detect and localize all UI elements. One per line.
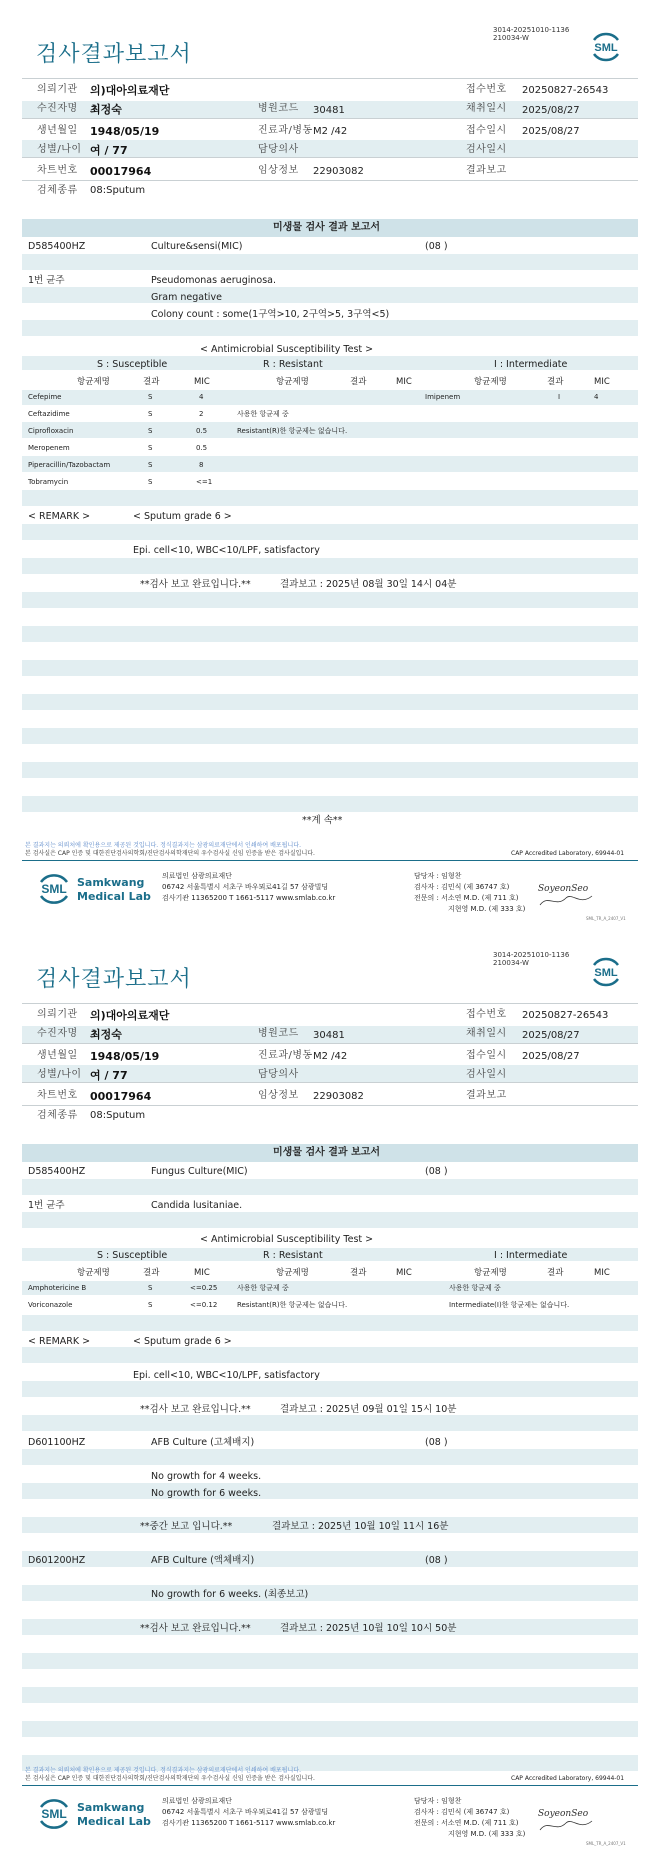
form-number: SML_TR_A_2407_V1: [586, 1841, 626, 1846]
ast-header-drug: 항균제명: [474, 1268, 507, 1278]
report-page-2: 검사결과보고서 3014-20251010-1136 210034-W SML 의뢰기관 의)대아의료재단 수진자명 최정숙 생년월일 1948/05/19 성별/나이 여 / 77 차트번호 00017964 검체종류 08:Sputum 병원코드 30481 진료과/병동 M2 /42 담당의사 임상정보 22903082 접수번호 20250827-26543 채취일시 2025/08/27 접수일시 2025/08/27 검사일시 결과보고 미생물 검사 결과 보고서 D585400HZ Fungus Culture(MIC) (08 ) 1번 균주 Candida lusitaniae. < Antimicrobial Susceptibility Test > S : Susceptible R : Resistant I : Intermediate 항균제명 결과 MIC 항균제명 결과 MIC 항균제명 결과 MIC Amphotericine B S <=0.25 Voriconazole S <=0.12 사용한 항균제 중 Resistant(R)한 항균제는 없습니다. 사용한 항균제 중 Intermediate(I)한 항균제는 없습니다. < REMARK > < Sputum grade 6 > Epi. cell<10, WBC<10/LPF, satisfactory **검사 보고 완료입니다.** 결과보고 : 2025년 09월 01일 15시 10분 D601100HZ AFB Culture (고체배지) (08 ) No growth for 4 weeks. No growth for 6 weeks. **중간 보고 입니다.** 결과보고 : 2025년 10월 10일 11시 16분 D601200HZ AFB Culture (액체배지) (08 ) No growth for 6 weeks. (최종보고) **검사 보고 완료입니다.** 결과보고 : 2025년 10월 10일 10시 50분 본 결과지는 의뢰처에 확인용으로 제공된 것입니다. 정식결과지는 삼광의료재단에서 인쇄하여 배포됩니다. 본 검사실은 CAP 인증 및 대한진단검사의학회/진단검사의학재단의 우수검사실 신임 인증을 받은 검사실입니다. CAP Accredited Laboratory, 69944-01 SML Samkwang Medical Lab 의료법인 삼광의료재단 06742 서울특별시 서초구 바우뫼로41길 57 삼광빌딩 검사기관 11365200 T 1661-5117 www.smlab.co.kr 담당자 : 임형찬 검사자 : 김민식 (제 36747 호) 전문의 : 서소연 M.D. (제 711 호) 지현영 M.D. (제 333 호) SoyeonSeo SML_TR_A_2407_V1: [0, 925, 655, 1850]
doctor-label: 담당의사: [258, 144, 299, 155]
test-specimen: (08 ): [425, 241, 448, 252]
staff-line: 지현영 M.D. (제 333 호): [448, 905, 526, 913]
dept-label: 진료과/병동: [258, 1050, 313, 1061]
ast-title: < Antimicrobial Susceptibility Test >: [200, 344, 374, 355]
svg-text:SML: SML: [594, 967, 618, 979]
svg-text:SML: SML: [41, 882, 67, 896]
name-value: 최정숙: [90, 103, 122, 116]
lab-info: 검사기관 11365200 T 1661-5117 www.smlab.co.kr: [162, 894, 336, 902]
remark-label: < REMARK >: [28, 511, 91, 522]
disclaimer: 본 검사실은 CAP 인증 및 대한진단검사의학회/진단검사의학재단의 우수검사실 신임 인증을 받은 검사실입니다.: [25, 850, 315, 857]
ast-header-result: 결과: [143, 1268, 160, 1278]
ast-header-result: 결과: [350, 1268, 367, 1278]
lab-name: Samkwang: [77, 876, 145, 889]
name-label: 수진자명: [37, 1028, 78, 1039]
cap-accreditation: CAP Accredited Laboratory, 69944-01: [511, 1775, 625, 1782]
legend-susceptible: S : Susceptible: [97, 359, 168, 370]
ast-note: Resistant(R)한 항균제는 없습니다.: [237, 427, 348, 435]
dept-value: M2 /42: [313, 126, 348, 137]
dob-value: 1948/05/19: [90, 125, 160, 138]
afb-result-line: No growth for 6 weeks.: [151, 1488, 262, 1499]
test-code: D585400HZ: [28, 241, 86, 252]
signature-image: [536, 878, 596, 912]
ast-header-drug: 항균제명: [474, 377, 507, 387]
isolate-label: 1번 균주: [28, 275, 65, 286]
cap-accreditation: CAP Accredited Laboratory, 69944-01: [511, 850, 625, 857]
report-title: 검사결과보고서: [36, 42, 192, 67]
sexage-label: 성별/나이: [37, 1069, 82, 1080]
dept-value: M2 /42: [313, 1051, 348, 1062]
test-name: Fungus Culture(MIC): [151, 1166, 248, 1177]
collect-value: 2025/08/27: [522, 105, 580, 116]
ast-title: < Antimicrobial Susceptibility Test >: [200, 1234, 374, 1245]
form-number: SML_TR_A_2407_V1: [586, 916, 626, 921]
ast-header-mic: MIC: [594, 1268, 610, 1278]
ast-note: 사용한 항균제 중: [449, 1284, 501, 1292]
remark-grade: < Sputum grade 6 >: [133, 1336, 232, 1347]
specimen-value: 08:Sputum: [90, 185, 146, 196]
isolate-line: Candida lusitaniae.: [151, 1200, 243, 1211]
afb-result-line: No growth for 6 weeks. (최종보고): [151, 1589, 309, 1600]
clinical-value: 22903082: [313, 166, 364, 177]
receipt-no-label: 접수번호: [466, 1009, 507, 1020]
afb-test-code: D601100HZ: [28, 1437, 86, 1448]
lab-name: Medical Lab: [77, 1815, 151, 1828]
receipt-date-value: 2025/08/27: [522, 1051, 580, 1062]
staff-line: 담당자 : 임형찬: [414, 872, 462, 880]
institution-value: 의)대아의료재단: [90, 1009, 170, 1022]
legend-resistant: R : Resistant: [263, 1250, 323, 1261]
lab-name: Samkwang: [77, 1801, 145, 1814]
chart-label: 차트번호: [37, 165, 78, 176]
clinical-label: 임상정보: [258, 165, 299, 176]
test-code: D585400HZ: [28, 1166, 86, 1177]
ast-header-drug: 항균제명: [77, 1268, 110, 1278]
ast-header-result: 결과: [350, 377, 367, 387]
lab-info: 06742 서울특별시 서초구 바우뫼로41길 57 삼광빌딩: [162, 1808, 329, 1816]
afb-time: 결과보고 : 2025년 10월 10일 11시 16분: [272, 1521, 449, 1532]
isolate-label: 1번 균주: [28, 1200, 65, 1211]
clinical-value: 22903082: [313, 1091, 364, 1102]
report-title: 검사결과보고서: [36, 967, 192, 992]
ast-header-drug: 항균제명: [276, 377, 309, 387]
continued-mark: **계 속**: [302, 815, 343, 826]
ast-header-result: 결과: [547, 1268, 564, 1278]
receipt-no-value: 20250827-26543: [522, 1010, 609, 1021]
hosp-code-label: 병원코드: [258, 103, 299, 114]
signature-image: [536, 1803, 596, 1837]
remark-grade: < Sputum grade 6 >: [133, 511, 232, 522]
doc-number: 3014-20251010-1136 210034-W: [493, 26, 570, 42]
lab-name: Medical Lab: [77, 890, 151, 903]
dob-label: 생년월일: [37, 1050, 78, 1061]
ast-header-mic: MIC: [396, 377, 412, 387]
afb-test-specimen: (08 ): [425, 1555, 448, 1566]
ast-note: 사용한 항균제 중: [237, 1284, 289, 1292]
afb-test-specimen: (08 ): [425, 1437, 448, 1448]
ast-header-mic: MIC: [396, 1268, 412, 1278]
report-label: 결과보고: [466, 165, 507, 176]
legend-susceptible: S : Susceptible: [97, 1250, 168, 1261]
afb-result-line: No growth for 4 weeks.: [151, 1471, 262, 1482]
report-page-1: 검사결과보고서 3014-20251010-1136 210034-W SML 의뢰기관 의)대아의료재단 수진자명 최정숙 생년월일 1948/05/19 성별/나이 여 / 77 차트번호 00017964 검체종류 08:Sputum 병원코드 30481 진료과/병동 M2 /42 담당의사 임상정보 22903082 접수번호 20250827-26543 채취일시 2025/08/27 접수일시 2025/08/27 검사일시 결과보고 미생물 검사 결과 보고서 D585400HZ Culture&sensi(MIC) (08 ) 1번 균주 Pseudomonas aeruginosa. Gram negative Colony count : some(1구역>10, 2구역>5, 3구역<5) < Antimicrobial Susceptibility Test > S : Susceptible R : Resistant I : Intermediate 항균제명 결과 MIC 항균제명 결과 MIC 항균제명 결과 MIC Cefepime S 4 Ceftazidime S 2 Ciprofloxacin S 0.5 Meropenem S 0.5 Piperacillin/Tazobactam S 8 Tobramycin S <=1 사용한 항균제 중 Resistant(R)한 항균제는 없습니다. Imipenem I 4 < REMARK > < Sputum grade 6 > Epi. cell<10, WBC<10/LPF, satisfactory **검사 보고 완료입니다.** 결과보고 : 2025년 08월 30일 14시 04분 **계 속** 본 결과지는 의뢰처에 확인용으로 제공된 것입니다. 정식결과지는 삼광의료재단에서 인쇄하여 배포됩니다. 본 검사실은 CAP 인증 및 대한진단검사의학회/진단검사의학재단의 우수검사실 신임 인증을 받은 검사실입니다. CAP Accredited Laboratory, 69944-01 SML Samkwang Medical Lab 의료법인 삼광의료재단 06742 서울특별시 서초구 바우뫼로41길 57 삼광빌딩 검사기관 11365200 T 1661-5117 www.smlab.co.kr 담당자 : 임형찬 검사자 : 김민식 (제 36747 호) 전문의 : 서소연 M.D. (제 711 호) 지현영 M.D. (제 333 호) SoyeonSeo SML_TR_A_2407_V1: [0, 0, 655, 925]
dept-label: 진료과/병동: [258, 125, 313, 136]
test-specimen: (08 ): [425, 1166, 448, 1177]
ast-header-result: 결과: [143, 377, 160, 387]
sexage-label: 성별/나이: [37, 144, 82, 155]
legend-intermediate: I : Intermediate: [494, 359, 568, 370]
remark-text: Epi. cell<10, WBC<10/LPF, satisfactory: [133, 1370, 320, 1381]
disclaimer: 본 결과지는 의뢰처에 확인용으로 제공된 것입니다. 정식결과지는 삼광의료재단에서 인쇄하여 배포됩니다.: [25, 842, 302, 849]
final-note: **검사 보고 완료입니다.**: [140, 1404, 251, 1415]
dob-value: 1948/05/19: [90, 1050, 160, 1063]
test-date-label: 검사일시: [466, 1069, 507, 1080]
afb-test-name: AFB Culture (액체배지): [151, 1555, 255, 1566]
legend-resistant: R : Resistant: [263, 359, 323, 370]
receipt-date-label: 접수일시: [466, 125, 507, 136]
isolate-line: Pseudomonas aeruginosa.: [151, 275, 276, 286]
lab-info: 의료법인 삼광의료재단: [162, 1797, 232, 1805]
afb-note: **검사 보고 완료입니다.**: [140, 1623, 251, 1634]
afb-note: **중간 보고 입니다.**: [140, 1521, 233, 1532]
lab-info: 06742 서울특별시 서초구 바우뫼로41길 57 삼광빌딩: [162, 883, 329, 891]
isolate-line: Colony count : some(1구역>10, 2구역>5, 3구역<5): [151, 309, 390, 320]
clinical-label: 임상정보: [258, 1090, 299, 1101]
isolate-line: Gram negative: [151, 292, 222, 303]
disclaimer: 본 검사실은 CAP 인증 및 대한진단검사의학회/진단검사의학재단의 우수검사실 신임 인증을 받은 검사실입니다.: [25, 1775, 315, 1782]
hosp-code-value: 30481: [313, 105, 345, 116]
afb-test-code: D601200HZ: [28, 1555, 86, 1566]
name-label: 수진자명: [37, 103, 78, 114]
staff-line: 검사자 : 김민식 (제 36747 호): [414, 1808, 510, 1816]
sexage-value: 여 / 77: [90, 144, 128, 157]
legend-intermediate: I : Intermediate: [494, 1250, 568, 1261]
report-label: 결과보고: [466, 1090, 507, 1101]
dob-label: 생년월일: [37, 125, 78, 136]
section-title: 미생물 검사 결과 보고서: [273, 222, 381, 233]
sml-logo-icon: [589, 30, 623, 64]
collect-label: 채취일시: [466, 1028, 507, 1039]
ast-header-drug: 항균제명: [77, 377, 110, 387]
test-date-label: 검사일시: [466, 144, 507, 155]
ast-note: 사용한 항균제 중: [237, 410, 289, 418]
remark-label: < REMARK >: [28, 1336, 91, 1347]
svg-text:SoyeonSeo: SoyeonSeo: [538, 1809, 589, 1819]
specimen-label: 검체종류: [37, 1110, 78, 1121]
staff-line: 전문의 : 서소연 M.D. (제 711 호): [414, 894, 519, 902]
staff-line: 지현영 M.D. (제 333 호): [448, 1830, 526, 1838]
samkwang-logo-icon: [36, 871, 72, 907]
section-title: 미생물 검사 결과 보고서: [273, 1147, 381, 1158]
final-note: **검사 보고 완료입니다.**: [140, 579, 251, 590]
specimen-value: 08:Sputum: [90, 1110, 146, 1121]
collect-value: 2025/08/27: [522, 1030, 580, 1041]
staff-line: 검사자 : 김민식 (제 36747 호): [414, 883, 510, 891]
receipt-date-label: 접수일시: [466, 1050, 507, 1061]
staff-line: 전문의 : 서소연 M.D. (제 711 호): [414, 1819, 519, 1827]
chart-value: 00017964: [90, 165, 152, 178]
doc-number: 3014-20251010-1136 210034-W: [493, 951, 570, 967]
staff-line: 담당자 : 임형찬: [414, 1797, 462, 1805]
test-name: Culture&sensi(MIC): [151, 241, 243, 252]
ast-header-drug: 항균제명: [276, 1268, 309, 1278]
hosp-code-value: 30481: [313, 1030, 345, 1041]
final-time: 결과보고 : 2025년 09월 01일 15시 10분: [280, 1404, 457, 1415]
ast-note: Intermediate(I)한 항균제는 없습니다.: [449, 1301, 570, 1309]
remark-text: Epi. cell<10, WBC<10/LPF, satisfactory: [133, 545, 320, 556]
afb-test-name: AFB Culture (고체배지): [151, 1437, 255, 1448]
svg-text:SoyeonSeo: SoyeonSeo: [538, 884, 589, 894]
sml-logo-icon: [589, 955, 623, 989]
doctor-label: 담당의사: [258, 1069, 299, 1080]
institution-label: 의뢰기관: [37, 1009, 78, 1020]
chart-value: 00017964: [90, 1090, 152, 1103]
receipt-no-value: 20250827-26543: [522, 85, 609, 96]
institution-label: 의뢰기관: [37, 84, 78, 95]
collect-label: 채취일시: [466, 103, 507, 114]
receipt-date-value: 2025/08/27: [522, 126, 580, 137]
svg-text:SML: SML: [594, 42, 618, 54]
lab-info: 의료법인 삼광의료재단: [162, 872, 232, 880]
disclaimer: 본 결과지는 의뢰처에 확인용으로 제공된 것입니다. 정식결과지는 삼광의료재단에서 인쇄하여 배포됩니다.: [25, 1767, 302, 1774]
lab-info: 검사기관 11365200 T 1661-5117 www.smlab.co.kr: [162, 1819, 336, 1827]
samkwang-logo-icon: [36, 1796, 72, 1832]
ast-header-mic: MIC: [594, 377, 610, 387]
hosp-code-label: 병원코드: [258, 1028, 299, 1039]
sexage-value: 여 / 77: [90, 1069, 128, 1082]
specimen-label: 검체종류: [37, 185, 78, 196]
afb-time: 결과보고 : 2025년 10월 10일 10시 50분: [280, 1623, 457, 1634]
institution-value: 의)대아의료재단: [90, 84, 170, 97]
receipt-no-label: 접수번호: [466, 84, 507, 95]
name-value: 최정숙: [90, 1028, 122, 1041]
ast-header-result: 결과: [547, 377, 564, 387]
ast-header-mic: MIC: [194, 1268, 210, 1278]
final-time: 결과보고 : 2025년 08월 30일 14시 04분: [280, 579, 457, 590]
svg-text:SML: SML: [41, 1807, 67, 1821]
chart-label: 차트번호: [37, 1090, 78, 1101]
ast-note: Resistant(R)한 항균제는 없습니다.: [237, 1301, 348, 1309]
ast-header-mic: MIC: [194, 377, 210, 387]
